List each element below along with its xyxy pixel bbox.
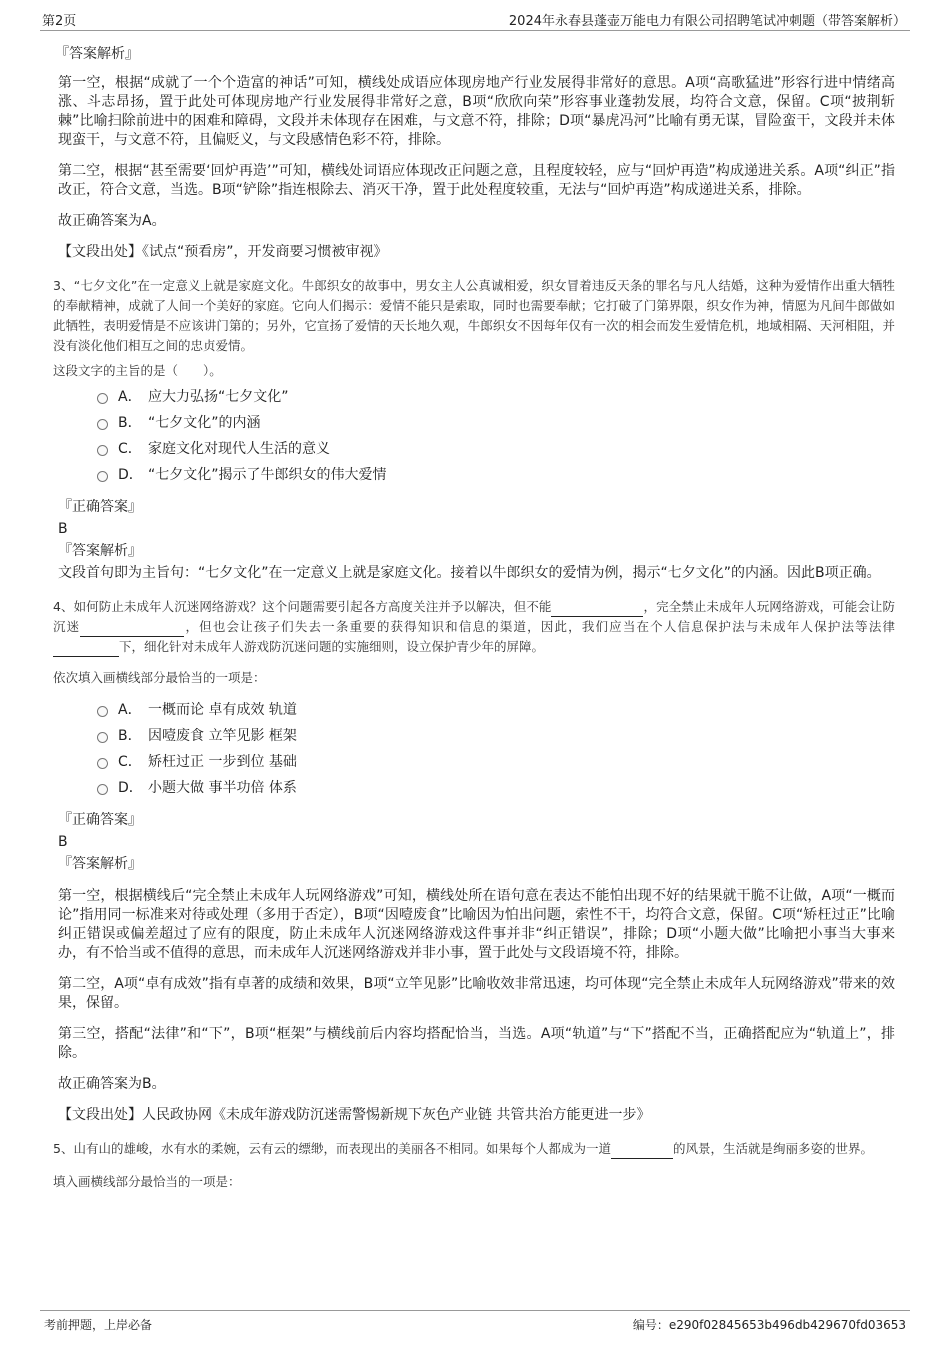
q3-analysis: 文段首句即为主旨句：“七夕文化”在一定意义上就是家庭文化。接着以牛郎织女的爱情为例，揭示“七夕文化”的内涵。因此B项正确。 xyxy=(58,565,881,581)
q4-option-a[interactable] xyxy=(97,697,895,723)
q4-stem-part: ，但也会让孩子们失去一条重要的获得知识和信息的渠道，因此，我们应当在个人信息保护法与未成年人保护法等法律 xyxy=(184,619,895,634)
q5-prompt: 填入画横线部分最恰当的一项是： xyxy=(53,1174,241,1189)
q2-analysis-p2: 第二空，根据“甚至需要‘回炉再造’”可知，横线处词语应体现改正问题之意，且程度较轻，应与“回炉再造”构成递进关系。A项“纠正”指改正，符合文意，当选。B项“铲除”指连根除去、消灭干净，置于此处程度较重，无法与“回炉再造”构成递进关系，排除。 xyxy=(58,163,895,198)
q3-analysis-label: 『答案解析』 xyxy=(58,543,142,559)
q3-stem xyxy=(53,276,895,356)
q3-option-d[interactable] xyxy=(97,462,895,488)
q4-option-c[interactable] xyxy=(97,749,895,775)
option-letter: C． xyxy=(118,754,142,770)
q4-analysis-p1: 第一空，根据横线后“完全禁止未成年人玩网络游戏”可知，横线处所在语句意在表达不能怕出现不好的结果就干脆不让做，A项“一概而论”指用同一标准来对待或处理（多用于否定），B项“因噎废食”比喻因为怕出问题，索性不干，均符合文意，保留。C项“矫枉过正”比喻纠正错误或偏差超过了应有的限度，防止未成年人沉迷网络游戏这件事并非“纠正错误”，排除；D项“小题大做”比喻把小事当大事来办，有不恰当或不值得的意思，而未成年人沉迷网络游戏并非小事，置于此处与文段语境不符，排除。 xyxy=(58,888,895,961)
radio-icon[interactable] xyxy=(97,445,108,456)
q2-source: 【文段出处】《试点“预看房”，开发商要习惯被审视》 xyxy=(58,244,388,260)
page-header xyxy=(40,8,910,31)
radio-icon[interactable] xyxy=(97,706,108,717)
q3-stem-text: 3、“七夕文化”在一定意义上就是家庭文化。牛郎织女的故事中，男女主人公真诚相爱，织女冒着违反天条的罪名与凡人结婚，这种为爱情作出重大牺牲的奉献精神，成就了人间一个美好的家庭。它向人们揭示：爱情不能只是索取，同时也需要奉献；它打破了门第界限，织女作为神，情愿为凡间牛郎做如此牺牲，表明爱情是不应该讲门第的；另外，它宣扬了爱情的天长地久观，牛郎织女不因每年仅有一次的相会而发生爱情危机，地域相隔、天河相阻，并没有淡化他们相互之间的忠贞爱情。 xyxy=(53,278,895,353)
q4-option-b[interactable] xyxy=(97,723,895,749)
q4-stem-part: 下，细化针对未成年人游戏防沉迷问题的实施细则，设立保护青少年的屏障。 xyxy=(119,639,545,654)
option-letter: D． xyxy=(118,780,143,796)
fill-blank xyxy=(551,602,643,617)
q4-correct-label: 『正确答案』 xyxy=(58,812,142,828)
q5-stem-part: 的风景，生活就是绚丽多姿的世界。 xyxy=(672,1141,873,1156)
q4-source: 【文段出处】人民政协网《未成年游戏防沉迷需警惕新规下灰色产业链 共管共治方能更进一步》 xyxy=(58,1107,651,1123)
radio-icon[interactable] xyxy=(97,393,108,404)
page-number: 第2页 xyxy=(42,14,77,29)
q4-options xyxy=(97,697,895,801)
q4-prompt: 依次填入画横线部分最恰当的一项是： xyxy=(53,670,266,685)
q3-answer: B xyxy=(58,521,68,537)
radio-icon[interactable] xyxy=(97,784,108,795)
option-letter: D． xyxy=(118,467,143,483)
q4-analysis-p2: 第二空，A项“卓有成效”指有卓著的成绩和效果，B项“立竿见影”比喻收效非常迅速，均可体现“完全禁止未成年人玩网络游戏”带来的效果，保留。 xyxy=(58,976,895,1011)
q4-answer: B xyxy=(58,834,68,850)
q4-stem-part: 4、如何防止未成年人沉迷网络游戏？这个问题需要引起各方高度关注并予以解决，但不能 xyxy=(53,599,552,614)
option-text: “七夕文化”揭示了牛郎织女的伟大爱情 xyxy=(148,467,387,483)
q3-option-c[interactable] xyxy=(97,436,895,462)
q2-conclusion: 故正确答案为A。 xyxy=(58,213,166,229)
q2-analysis-label: 『答案解析』 xyxy=(55,46,139,62)
q3-option-b[interactable] xyxy=(97,410,895,436)
option-text: 矫枉过正 一步到位 基础 xyxy=(148,754,297,770)
document-id: 编号：e290f02845653b496db429670fd03653 xyxy=(632,1318,906,1332)
option-letter: C． xyxy=(118,441,142,457)
footer-slogan: 考前押题，上岸必备 xyxy=(44,1318,153,1332)
q4-analysis-label: 『答案解析』 xyxy=(58,856,142,872)
q4-stem-part: ，完全禁止未成年人玩网络游戏，可能会让防沉迷 xyxy=(53,599,895,634)
radio-icon[interactable] xyxy=(97,732,108,743)
option-text: 应大力弘扬“七夕文化” xyxy=(148,389,289,405)
option-text: “七夕文化”的内涵 xyxy=(148,415,261,431)
q4-stem xyxy=(53,597,895,657)
fill-blank xyxy=(611,1144,673,1159)
q3-options xyxy=(97,384,895,488)
q4-option-d[interactable] xyxy=(97,775,895,801)
page-content xyxy=(55,44,895,1195)
option-letter: B． xyxy=(118,728,142,744)
q5-stem xyxy=(53,1139,895,1159)
q3-prompt: 这段文字的主旨的是（ ）。 xyxy=(53,363,222,378)
option-letter: A． xyxy=(118,389,142,405)
q3-correct-label: 『正确答案』 xyxy=(58,499,142,515)
q4-analysis-p3: 第三空，搭配“法律”和“下”，B项“框架”与横线前后内容均搭配恰当，当选。A项“轨道”与“下”搭配不当，正确搭配应为“轨道上”，排除。 xyxy=(58,1026,895,1061)
option-letter: B． xyxy=(118,415,142,431)
option-letter: A． xyxy=(118,702,142,718)
fill-blank xyxy=(80,622,184,637)
radio-icon[interactable] xyxy=(97,419,108,430)
option-text: 一概而论 卓有成效 轨道 xyxy=(148,702,297,718)
fill-blank xyxy=(53,642,119,657)
option-text: 小题大做 事半功倍 体系 xyxy=(148,780,297,796)
q3-option-a[interactable] xyxy=(97,384,895,410)
option-text: 家庭文化对现代人生活的意义 xyxy=(148,441,330,457)
radio-icon[interactable] xyxy=(97,758,108,769)
radio-icon[interactable] xyxy=(97,471,108,482)
option-text: 因噎废食 立竿见影 框架 xyxy=(148,728,297,744)
q5-stem-part: 5、山有山的雄峻，水有水的柔婉，云有云的缥缈，而表现出的美丽各不相同。如果每个人都成为一道 xyxy=(53,1141,611,1156)
document-title: 2024年永春县蓬壶万能电力有限公司招聘笔试冲刺题（带答案解析） xyxy=(508,14,906,29)
q2-analysis-p1: 第一空，根据“成就了一个个造富的神话”可知，横线处成语应体现房地产行业发展得非常好的意思。A项“高歌猛进”形容行进中情绪高涨、斗志昂扬，置于此处可体现房地产行业发展得非常好之意，B项“欣欣向荣”形容事业蓬勃发展，均符合文意，保留。C项“披荆斩棘”比喻扫除前进中的困难和障碍，文段并未体现存在困难，与文意不符，排除；D项“暴虎冯河”比喻有勇无谋，冒险蛮干，文段并未体现蛮干，与文意不符，且偏贬义，与文段感情色彩不符，排除。 xyxy=(58,75,895,148)
page-footer xyxy=(40,1310,910,1335)
q4-conclusion: 故正确答案为B。 xyxy=(58,1076,166,1092)
